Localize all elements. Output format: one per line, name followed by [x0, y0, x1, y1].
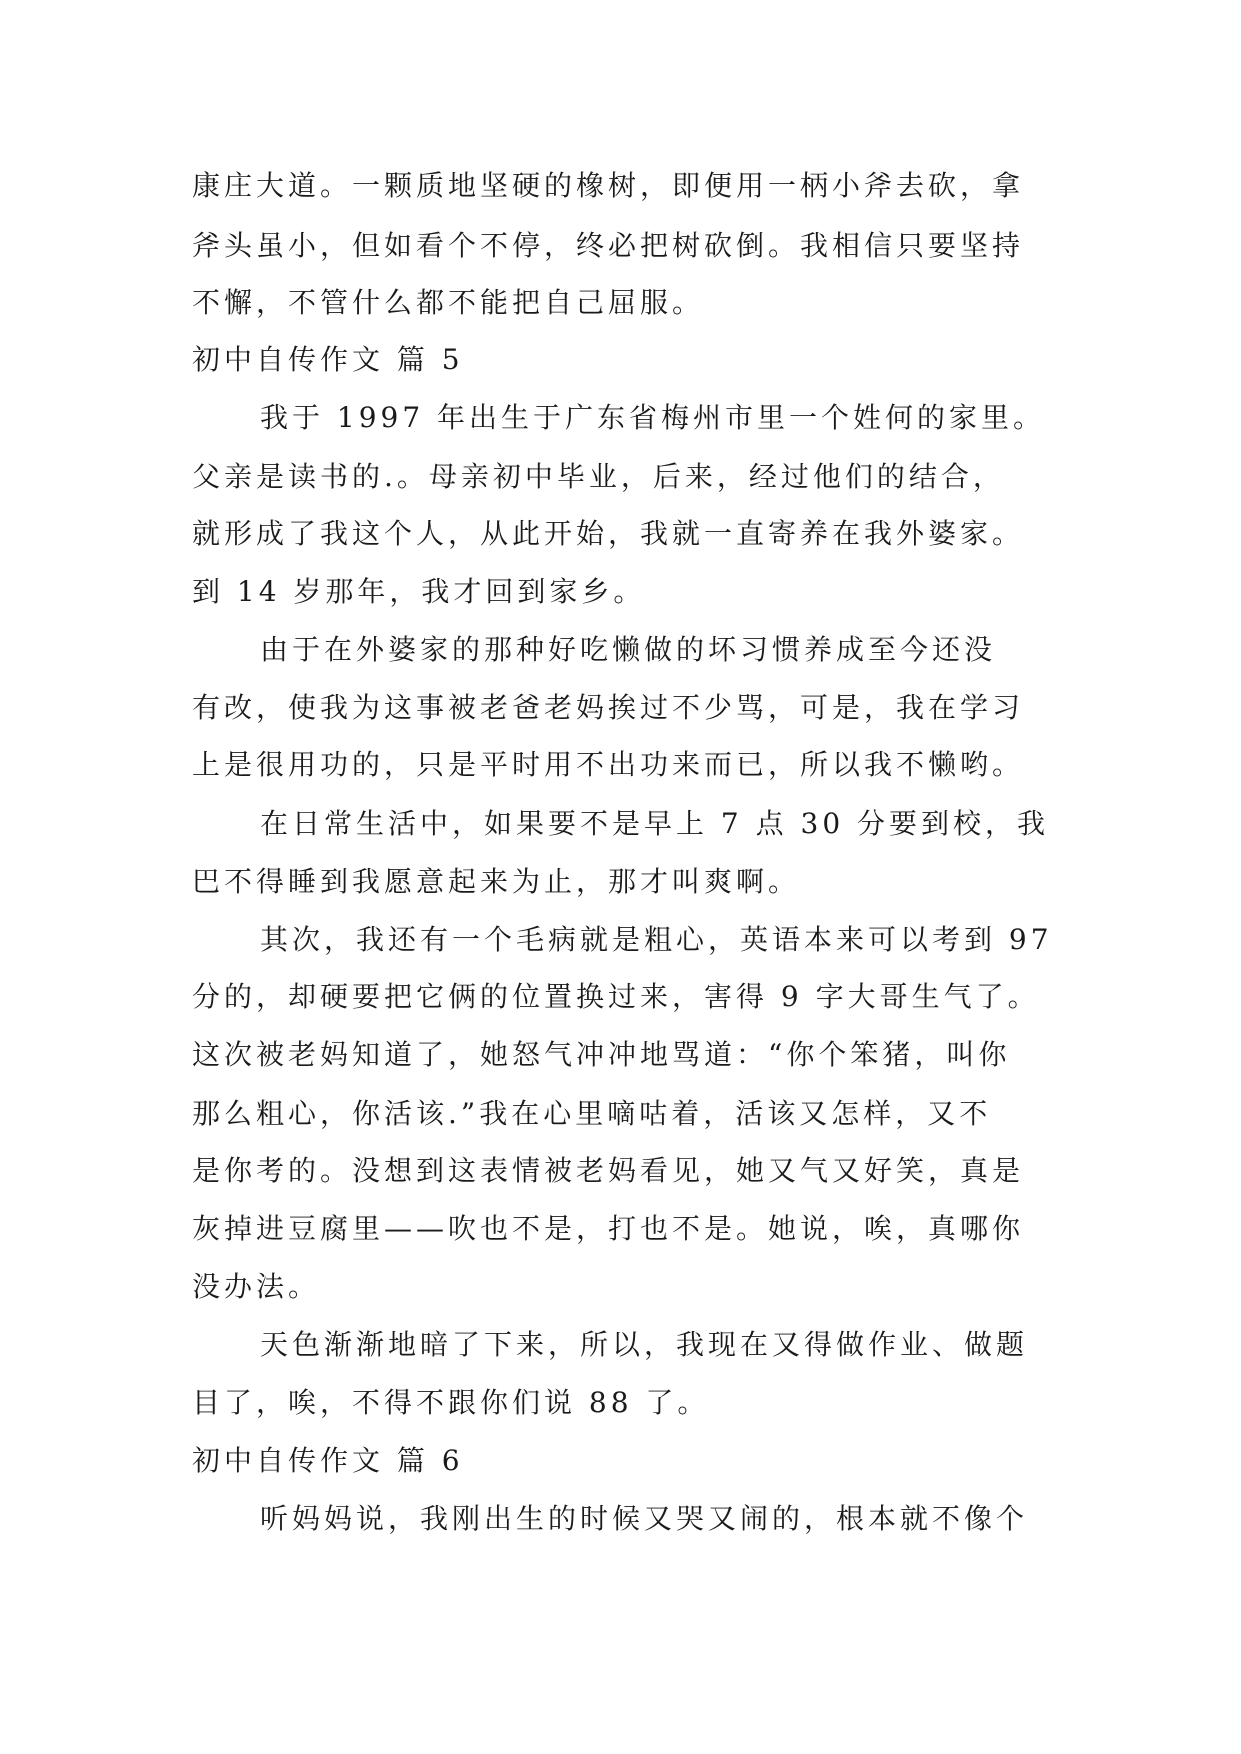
text-line: 到 14 岁那年，我才回到家乡。 [192, 575, 646, 608]
paragraph-line: 其次，我还有一个毛病就是粗心，英语本来可以考到 97 [260, 923, 1053, 956]
section-heading: 初中自传作文 篇 5 [192, 343, 464, 376]
text-line: 就形成了我这个人，从此开始，我就一直寄养在我外婆家。 [192, 517, 1025, 550]
section-heading: 初中自传作文 篇 6 [192, 1444, 464, 1477]
text-line: 没办法。 [192, 1270, 321, 1303]
text-line: 康庄大道。一颗质地坚硬的橡树，即便用一柄小斧去砍，拿 [192, 169, 1025, 202]
text-line: 是你考的。没想到这表情被老妈看见，她又气又好笑，真是 [192, 1154, 1025, 1187]
text-line: 有改，使我为这事被老爸老妈挨过不少骂，可是，我在学习 [192, 691, 1025, 724]
text-line: 父亲是读书的.。母亲初中毕业，后来，经过他们的结合， [192, 460, 1005, 493]
text-line: 灰掉进豆腐里——吹也不是，打也不是。她说，唉，真哪你 [192, 1212, 1025, 1245]
text-line: 这次被老妈知道了，她怒气冲冲地骂道：“你个笨猪，叫你 [192, 1038, 1011, 1071]
paragraph-line: 我于 1997 年出生于广东省梅州市里一个姓何的家里。 [260, 401, 1046, 434]
paragraph-line: 在日常生活中，如果要不是早上 7 点 30 分要到校，我 [260, 807, 1050, 840]
text-line: 不懈，不管什么都不能把自己屈服。 [192, 286, 705, 319]
text-line: 那么粗心，你活该.”我在心里嘀咕着，活该又怎样，又不 [192, 1097, 992, 1130]
text-line: 上是很用功的，只是平时用不出功来而已，所以我不懒哟。 [192, 748, 1025, 781]
paragraph-line: 听妈妈说，我刚出生的时候又哭又闹的，根本就不像个 [260, 1502, 1029, 1535]
text-line: 巴不得睡到我愿意起来为止，那才叫爽啊。 [192, 865, 801, 898]
text-line: 分的，却硬要把它俩的位置换过来，害得 9 字大哥生气了。 [192, 980, 1040, 1013]
paragraph-line: 天色渐渐地暗了下来，所以，我现在又得做作业、做题 [260, 1328, 1029, 1361]
paragraph-line: 由于在外婆家的那种好吃懒做的坏习惯养成至今还没 [260, 633, 997, 666]
text-line: 目了，唉，不得不跟你们说 88 了。 [192, 1386, 710, 1419]
text-line: 斧头虽小，但如看个不停，终必把树砍倒。我相信只要坚持 [192, 229, 1025, 262]
